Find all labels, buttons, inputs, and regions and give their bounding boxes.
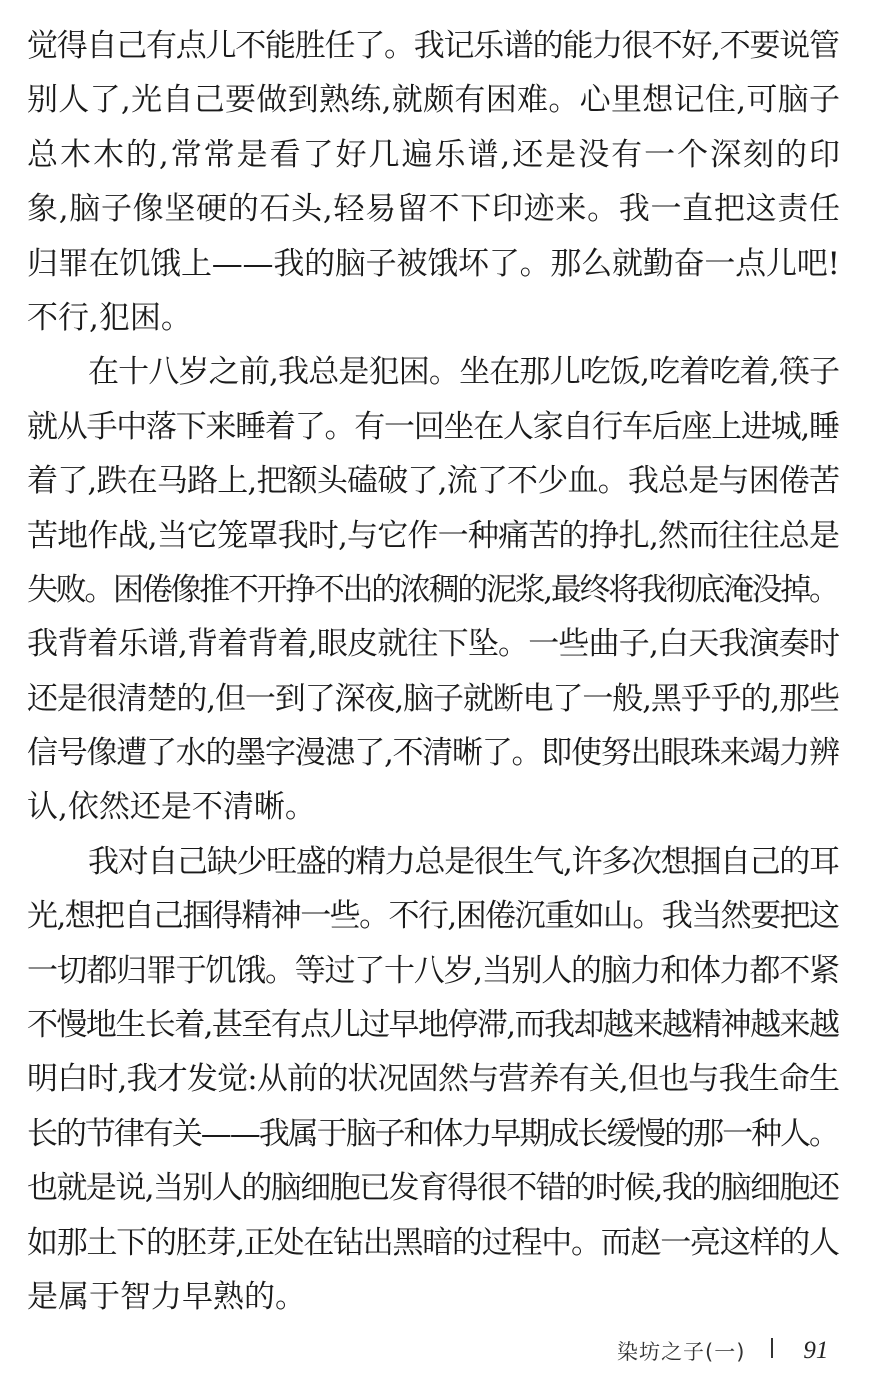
text-line (27, 400, 847, 454)
line-text: 信号像遭了水的墨字漫漶了,不清晰了。即使努出眼珠来竭力辨 (27, 735, 839, 772)
line-text: 还是很清楚的,但一到了深夜,脑子就断电了一般,黑乎乎的,那些 (27, 680, 839, 717)
text-line (27, 128, 847, 182)
line-text: 我背着乐谱,背着背着,眼皮就往下坠。一些曲子,白天我演奏时 (27, 626, 840, 663)
line-text: 明白时,我才发觉:从前的状况固然与营养有关,但也与我生命生 (27, 1061, 840, 1098)
line-text: 一切都归罪于饥饿。等过了十八岁,当别人的脑力和体力都不紧 (27, 952, 839, 989)
text-line-first (27, 835, 847, 889)
line-text: 象,脑子像坚硬的石头,轻易留不下印迹来。我一直把这责任 (27, 191, 841, 228)
page-footer (617, 1333, 828, 1369)
paragraph-2 (27, 345, 847, 835)
line-text: 失败。困倦像推不开挣不出的浓稠的泥浆,最终将我彻底淹没掉。 (27, 571, 838, 608)
line-text: 长的节律有关——我属于脑子和体力早期成长缓慢的那一种人。 (27, 1115, 838, 1152)
paragraph-3 (27, 835, 847, 1325)
text-line (27, 889, 847, 943)
text-line (27, 617, 847, 671)
text-line (27, 563, 847, 617)
text-line (27, 454, 847, 508)
line-text: 不慢地生长着,甚至有点儿过早地停滞,而我却越来越精神越来越 (27, 1007, 839, 1044)
text-line (27, 19, 847, 73)
text-line (27, 1270, 847, 1324)
footer-divider (771, 1338, 773, 1358)
text-line (27, 182, 847, 236)
text-line (27, 726, 847, 780)
line-text: 在十八岁之前,我总是犯困。坐在那儿吃饭,吃着吃着,筷子 (88, 354, 840, 391)
line-text: 着了,跌在马路上,把额头磕破了,流了不少血。我总是与困倦苦 (27, 463, 840, 500)
line-text: 认,依然还是不清晰。 (27, 789, 316, 826)
text-line (27, 237, 847, 291)
line-text: 就从手中落下来睡着了。有一回坐在人家自行车后座上进城,睡 (27, 408, 839, 445)
line-text: 也就是说,当别人的脑细胞已发育得很不错的时候,我的脑细胞还 (27, 1170, 839, 1207)
text-line (27, 1161, 847, 1215)
line-text: 如那土下的胚芽,正处在钻出黑暗的过程中。而赵一亮这样的人 (27, 1224, 839, 1261)
line-text: 归罪在饥饿上——我的脑子被饿坏了。那么就勤奋一点儿吧! (27, 245, 840, 282)
text-line (27, 1052, 847, 1106)
text-line (27, 291, 847, 345)
text-line (27, 509, 847, 563)
line-text: 总木木的,常常是看了好几遍乐谱,还是没有一个深刻的印 (27, 136, 842, 173)
line-text: 光,想把自己掴得精神一些。不行,困倦沉重如山。我当然要把这 (27, 898, 839, 935)
text-line (27, 944, 847, 998)
text-line (27, 73, 847, 127)
line-text: 我对自己缺少旺盛的精力总是很生气,许多次想掴自己的耳 (88, 843, 839, 880)
text-line (27, 1216, 847, 1270)
text-line-first (27, 345, 847, 399)
line-text: 不行,犯困。 (27, 299, 192, 336)
line-text: 觉得自己有点儿不能胜任了。我记乐谱的能力很不好,不要说管 (27, 28, 839, 64)
line-text: 是属于智力早熟的。 (27, 1278, 306, 1315)
line-text: 别人了,光自己要做到熟练,就颇有困难。心里想记住,可脑子 (27, 82, 841, 119)
text-line (27, 1107, 847, 1161)
paragraph-1 (27, 19, 847, 345)
text-line (27, 780, 847, 834)
line-text: 苦地作战,当它笼罩我时,与它作一种痛苦的挣扎,然而往往总是 (27, 517, 840, 554)
text-line (27, 672, 847, 726)
page-number: 91 (803, 1337, 829, 1364)
text-line (27, 998, 847, 1052)
running-title: 染坊之子(一) (617, 1340, 746, 1364)
page-body (27, 19, 847, 1324)
